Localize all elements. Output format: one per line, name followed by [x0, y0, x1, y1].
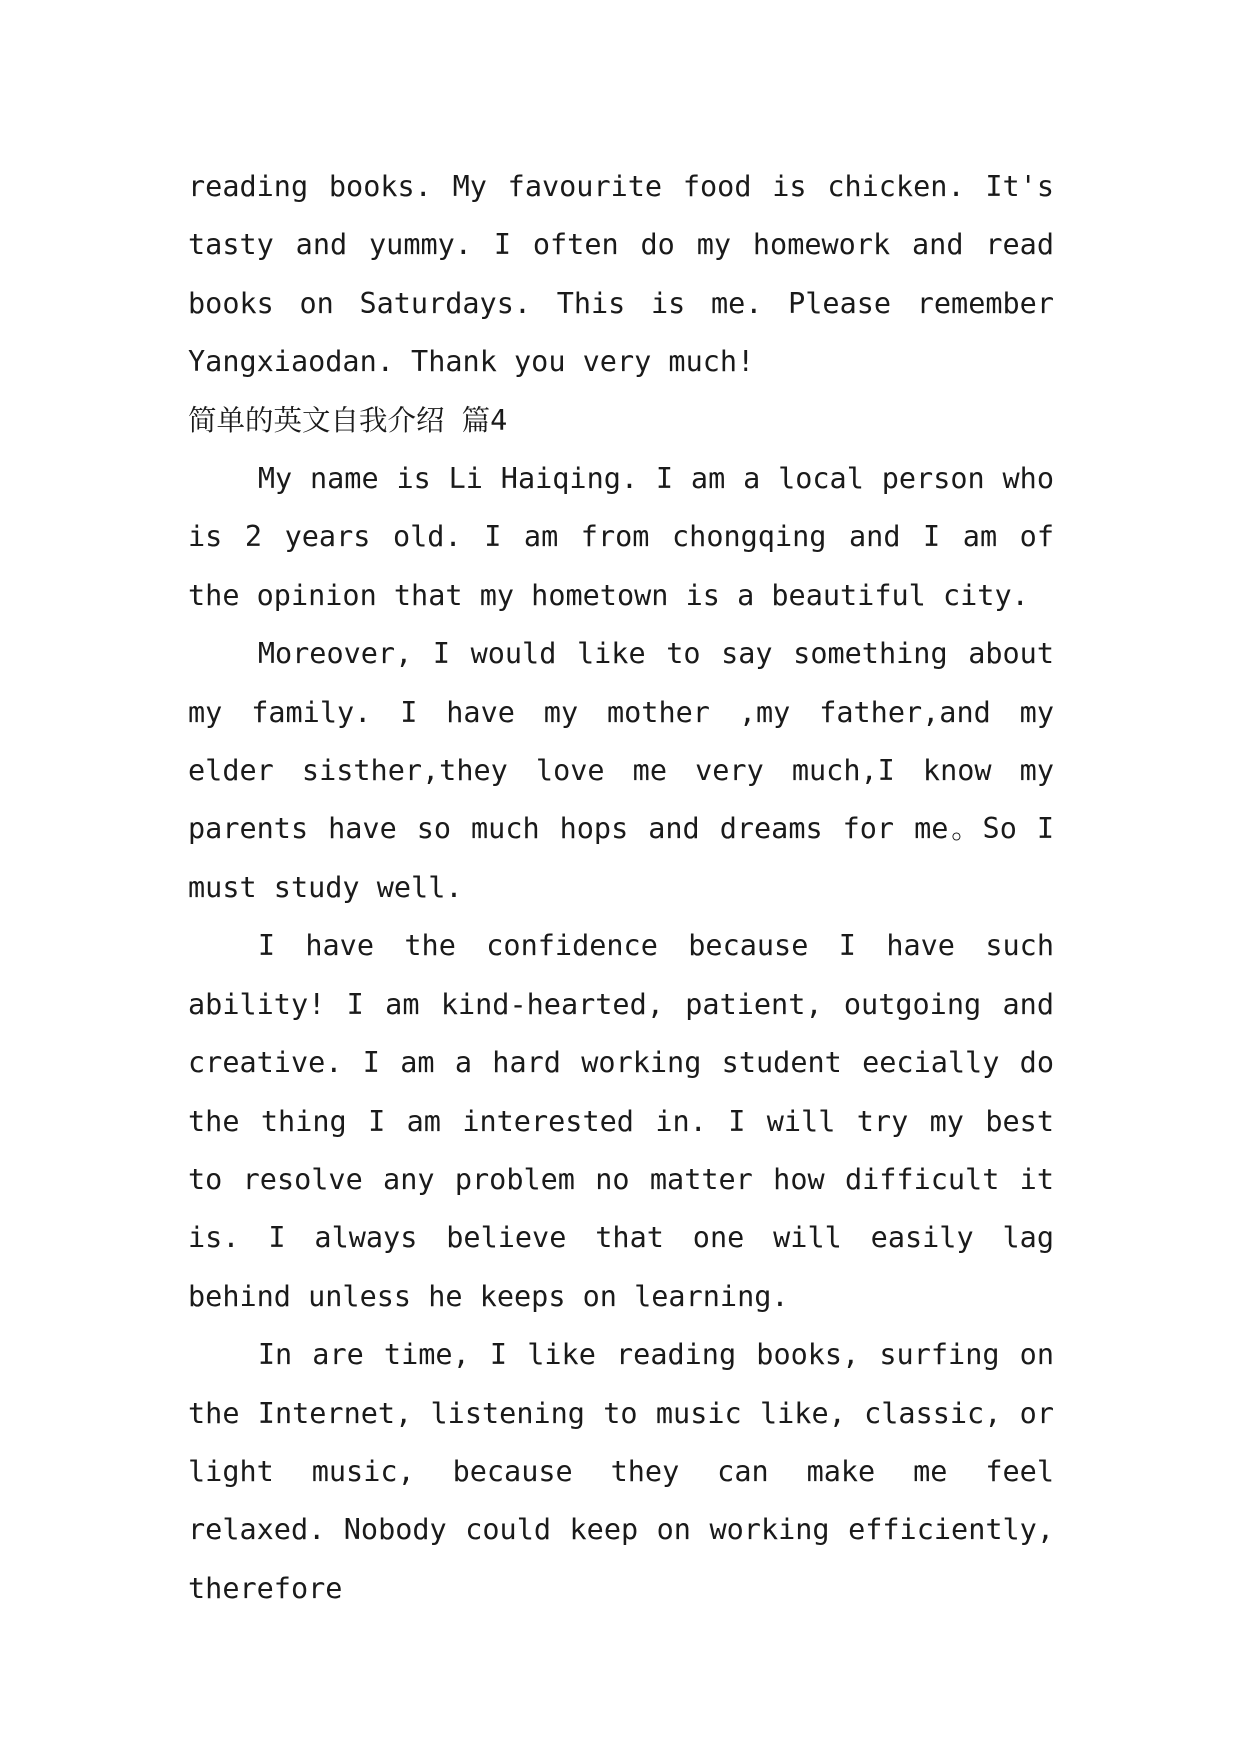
- section-heading: 简单的英文自我介绍 篇4: [188, 403, 508, 437]
- paragraph-hobbies: In are time, I like reading books, surfing on the Internet, listening to music like, classic, or light music, because they can make me feel relaxed. Nobody could keep on working efficiently, therefore: [188, 1338, 1054, 1605]
- paragraph-intro: My name is Li Haiqing. I am a local person who is 2 years old. I am from chongqing and I am of the opinion that my hometown is a beautiful city.: [188, 462, 1054, 612]
- document-body: [188, 158, 1054, 1618]
- paragraph-family: Moreover, I would like to say something about my family. I have my mother ,my father,and my elder sisther,they love me very much,I know my parents have so much hops and dreams for me。So I must study well.: [188, 637, 1054, 904]
- paragraph-confidence: I have the confidence because I have such ability! I am kind-hearted, patient, outgoing and creative. I am a hard working student eecially do the thing I am interested in. I will try my best to resolve any problem no matter how difficult it is. I always believe that one will easily lag behind unless he keeps on learning.: [188, 929, 1054, 1313]
- paragraph-continued: reading books. My favourite food is chicken. It's tasty and yummy. I often do my homework and read books on Saturdays. This is me. Please remember Yangxiaodan. Thank you very much!: [188, 170, 1054, 379]
